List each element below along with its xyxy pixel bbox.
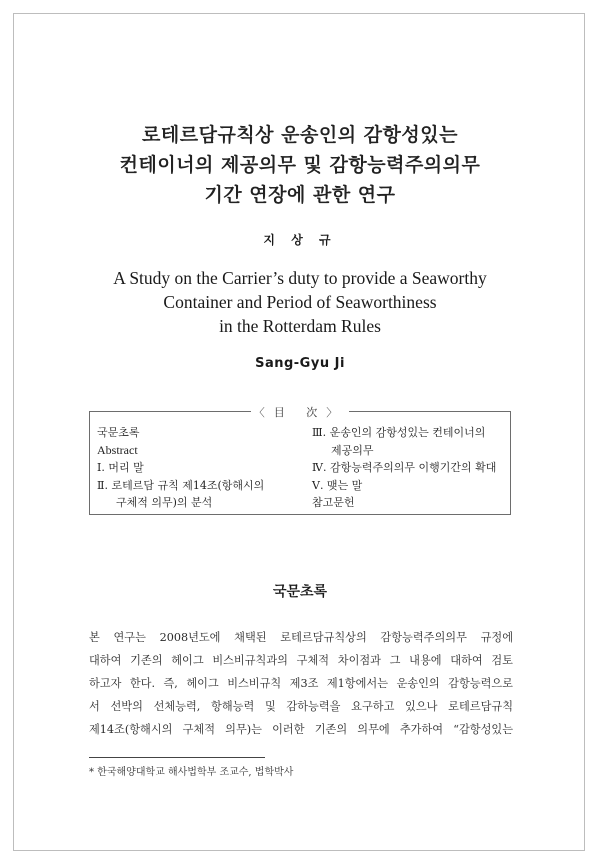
korean-title-line-1: 로테르담규칙상 운송인의 감항성있는 bbox=[142, 124, 458, 146]
abstract-body bbox=[89, 626, 513, 741]
body-line: 대하여 기존의 헤이그 비스비규칙과의 구체적 차이점과 그 내용에 대하여 검토 bbox=[89, 654, 513, 667]
toc-caption bbox=[90, 404, 510, 420]
body-line: 제14조(항해시의 구체적 의무)는 이러한 기존의 의무에 추가하여 “감항성있는 bbox=[89, 723, 513, 736]
korean-title-line-3: 기간 연장에 관한 연구 bbox=[204, 184, 396, 206]
table-of-contents bbox=[89, 406, 511, 515]
english-title-line-2: Container and Period of Seaworthiness bbox=[163, 292, 437, 312]
toc-item: 국문초록 bbox=[97, 426, 140, 439]
section-heading: 국문초록 bbox=[272, 584, 328, 600]
author-english: Sang-Gyu Ji bbox=[255, 356, 345, 371]
footnote-rule bbox=[89, 757, 265, 758]
author-korean: 지 상 규 bbox=[263, 233, 337, 247]
toc-left-column bbox=[97, 424, 312, 512]
toc-item: Ⅲ. 운송인의 감항성있는 컨테이너의 bbox=[312, 426, 486, 439]
toc-item: 제공의무 bbox=[331, 443, 374, 457]
body-line: 본 연구는 2008년도에 채택된 로테르담규칙상의 감항능력주의의무 규정에 bbox=[89, 631, 513, 644]
toc-right-column bbox=[312, 424, 508, 512]
toc-item: 구체적 의무)의 분석 bbox=[116, 496, 213, 509]
toc-caption-text: 〈目 次〉 bbox=[251, 406, 350, 419]
toc-item: 참고문헌 bbox=[312, 496, 355, 509]
toc-item: Ⅳ. 감항능력주의의무 이행기간의 확대 bbox=[312, 461, 497, 474]
toc-item: Ⅱ. 로테르담 규칙 제14조(항해시의 bbox=[97, 478, 265, 492]
body-line: 서 선박의 선체능력, 항해능력 및 감하능력을 요구하고 있으나 로테르담규칙 bbox=[89, 700, 513, 713]
toc-item: Abstract bbox=[97, 442, 138, 457]
korean-title-line-2: 컨테이너의 제공의무 및 감항능력주의의무 bbox=[119, 154, 481, 176]
english-title-line-1: A Study on the Carrier’s duty to provide a Seaworthy bbox=[113, 268, 487, 288]
toc-item: Ⅴ. 맺는 말 bbox=[312, 478, 363, 492]
body-line: 하고자 한다. 즉, 헤이그 비스비규칙 제3조 제1항에서는 운송인의 감항능력으로 bbox=[89, 677, 513, 690]
english-title-line-3: in the Rotterdam Rules bbox=[219, 316, 381, 336]
footnote: * 한국해양대학교 해사법학부 조교수, 법학박사 bbox=[89, 767, 294, 778]
toc-item: Ⅰ. 머리 말 bbox=[97, 461, 144, 474]
